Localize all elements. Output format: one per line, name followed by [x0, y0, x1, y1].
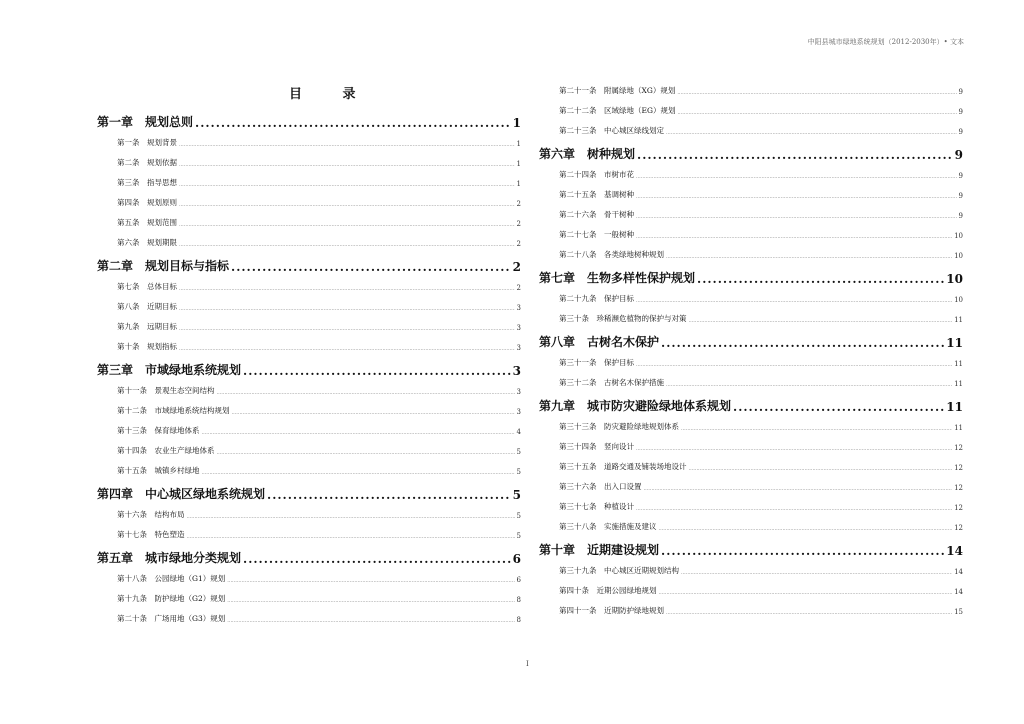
toc-page-number: 9 [958, 128, 963, 136]
toc-entry-label: 第八章 古树名木保护 [539, 335, 660, 349]
toc-article-entry[interactable] [97, 276, 521, 296]
toc-article-entry[interactable] [97, 296, 521, 316]
toc-leader-dots [227, 618, 514, 624]
toc-article-entry[interactable] [539, 476, 963, 496]
toc-article-entry[interactable] [539, 224, 963, 244]
toc-chapter-entry[interactable] [539, 140, 963, 164]
toc-page-number: 10 [946, 272, 963, 286]
toc-leader-dots [267, 488, 511, 502]
toc-leader-dots [666, 382, 952, 388]
toc-article-entry[interactable] [97, 460, 521, 480]
toc-page-number: 11 [954, 424, 963, 432]
toc-entry-label: 第十四条 农业生产绿地体系 [117, 446, 215, 455]
toc-entry-label: 第三十三条 防灾避险绿地规划体系 [559, 422, 679, 431]
toc-chapter-entry[interactable] [539, 264, 963, 288]
toc-entry-label: 第三十条 珍稀濒危植物的保护与对策 [559, 314, 687, 323]
toc-article-entry[interactable] [539, 288, 963, 308]
toc-leader-dots [227, 578, 514, 584]
toc-article-entry[interactable] [539, 436, 963, 456]
toc-page-number: 12 [954, 524, 963, 532]
toc-article-entry[interactable] [97, 380, 521, 400]
toc-leader-dots [217, 390, 515, 396]
toc-leader-dots [179, 242, 515, 248]
toc-article-entry[interactable] [97, 336, 521, 356]
toc-leader-dots [636, 194, 957, 200]
toc-page-number: 11 [954, 360, 963, 368]
toc-entry-label: 第二章 规划目标与指标 [97, 259, 230, 273]
toc-leader-dots [636, 234, 952, 240]
toc-page-number: 3 [516, 324, 521, 332]
toc-article-entry[interactable] [539, 120, 963, 140]
toc-page-number: 5 [512, 488, 521, 502]
toc-leader-dots [681, 426, 952, 432]
toc-leader-dots [232, 410, 515, 416]
toc-page-number: 3 [512, 364, 521, 378]
toc-entry-label: 第八条 近期目标 [117, 302, 177, 311]
toc-right-column [539, 80, 963, 620]
toc-leader-dots [227, 598, 514, 604]
toc-entry-label: 第四章 中心城区绿地系统规划 [97, 487, 266, 501]
toc-leader-dots [195, 116, 511, 130]
toc-article-entry[interactable] [97, 504, 521, 524]
toc-page-number: 2 [516, 284, 521, 292]
toc-entry-label: 第十章 近期建设规划 [539, 543, 660, 557]
toc-leader-dots [644, 486, 953, 492]
toc-leader-dots [659, 526, 953, 532]
toc-leader-dots [243, 364, 511, 378]
toc-leader-dots [187, 534, 515, 540]
toc-leader-dots [661, 544, 944, 558]
toc-page-number: 3 [516, 344, 521, 352]
running-header: 中阳县城市绿地系统规划（2012-2030年）• 文本 [807, 38, 964, 46]
toc-leader-dots [179, 142, 515, 148]
toc-page-number: 9 [958, 88, 963, 96]
toc-page-number: 5 [516, 532, 521, 540]
toc-entry-label: 第三章 市域绿地系统规划 [97, 363, 242, 377]
toc-article-entry[interactable] [539, 352, 963, 372]
toc-page-number: 9 [954, 148, 963, 162]
toc-leader-dots [681, 570, 952, 576]
toc-page-number: 11 [954, 380, 963, 388]
toc-page-number: 14 [954, 568, 963, 576]
toc-page-number: 11 [954, 316, 963, 324]
toc-article-entry[interactable] [97, 420, 521, 440]
toc-title: 目 录 [289, 87, 374, 102]
toc-entry-label: 第三十二条 古树名木保护措施 [559, 378, 664, 387]
toc-page-number: 3 [516, 388, 521, 396]
toc-leader-dots [179, 326, 515, 332]
toc-leader-dots [677, 110, 956, 116]
toc-entry-label: 第三十一条 保护目标 [559, 358, 634, 367]
toc-chapter-entry[interactable] [97, 252, 521, 276]
toc-article-entry[interactable] [539, 308, 963, 328]
toc-article-entry[interactable] [97, 192, 521, 212]
toc-article-entry[interactable] [97, 212, 521, 232]
toc-entry-label: 第三条 指导思想 [117, 178, 177, 187]
toc-page-number: 6 [512, 552, 521, 566]
toc-article-entry[interactable] [97, 152, 521, 172]
toc-page-number: 1 [516, 180, 521, 188]
toc-chapter-entry[interactable] [97, 356, 521, 380]
toc-page-number: 12 [954, 484, 963, 492]
toc-entry-label: 第二十六条 骨干树种 [559, 210, 634, 219]
toc-entry-label: 第十九条 防护绿地（G2）规划 [117, 594, 226, 603]
toc-article-entry[interactable] [97, 608, 521, 628]
toc-entry-label: 第九条 远期目标 [117, 322, 177, 331]
toc-entry-label: 第二十九条 保护目标 [559, 294, 634, 303]
toc-entry-label: 第十六条 结构布局 [117, 510, 185, 519]
toc-entry-label: 第十五条 城镇乡村绿地 [117, 466, 200, 475]
toc-page-number: 2 [516, 240, 521, 248]
toc-page-number: 15 [954, 608, 963, 616]
toc-page-number: 9 [958, 108, 963, 116]
toc-page-number: 10 [954, 252, 963, 260]
toc-page-number: 10 [954, 232, 963, 240]
toc-chapter-entry[interactable] [539, 536, 963, 560]
toc-page-number: 1 [516, 160, 521, 168]
toc-leader-dots [666, 610, 952, 616]
toc-page-number: 14 [946, 544, 963, 558]
toc-entry-label: 第十条 规划指标 [117, 342, 177, 351]
toc-article-entry[interactable] [97, 172, 521, 192]
toc-entry-label: 第四十一条 近期防护绿地规划 [559, 606, 664, 615]
toc-article-entry[interactable] [539, 164, 963, 184]
toc-article-entry[interactable] [97, 524, 521, 544]
toc-article-entry[interactable] [539, 496, 963, 516]
toc-entry-label: 第二十三条 中心城区绿线划定 [559, 126, 664, 135]
toc-article-entry[interactable] [539, 100, 963, 120]
toc-leader-dots [661, 336, 944, 350]
toc-entry-label: 第三十七条 种植设计 [559, 502, 634, 511]
toc-article-entry[interactable] [539, 580, 963, 600]
toc-entry-label: 第二十二条 区域绿地（EG）规划 [559, 106, 676, 115]
toc-page-number: 6 [516, 576, 521, 584]
toc-entry-label: 第三十九条 中心城区近期规划结构 [559, 566, 679, 575]
toc-page-number: 8 [516, 616, 521, 624]
toc-page-number: 5 [516, 512, 521, 520]
toc-entry-label: 第二十七条 一般树种 [559, 230, 634, 239]
toc-entry-label: 第五条 规划范围 [117, 218, 177, 227]
toc-leader-dots [179, 222, 515, 228]
toc-entry-label: 第十八条 公园绿地（G1）规划 [117, 574, 226, 583]
toc-article-entry[interactable] [97, 232, 521, 252]
toc-page-number: 10 [954, 296, 963, 304]
toc-leader-dots [697, 272, 944, 286]
toc-leader-dots [636, 506, 952, 512]
toc-leader-dots [636, 362, 952, 368]
toc-page-number: 1 [516, 140, 521, 148]
toc-article-entry[interactable] [539, 372, 963, 392]
toc-leader-dots [202, 430, 515, 436]
toc-entry-label: 第二十条 广场用地（G3）规划 [117, 614, 226, 623]
toc-entry-label: 第十七条 特色塑造 [117, 530, 185, 539]
toc-entry-label: 第六章 树种规划 [539, 147, 636, 161]
toc-entry-label: 第九章 城市防灾避险绿地体系规划 [539, 399, 732, 413]
toc-entry-label: 第二十四条 市树市花 [559, 170, 634, 179]
toc-left-column [97, 108, 521, 628]
toc-entry-label: 第十二条 市域绿地系统结构规划 [117, 406, 230, 415]
toc-entry-label: 第十一条 景观生态空间结构 [117, 386, 215, 395]
toc-page-number: 3 [516, 304, 521, 312]
toc-page-number: 5 [516, 448, 521, 456]
toc-leader-dots [637, 148, 953, 162]
toc-page-number: 8 [516, 596, 521, 604]
toc-article-entry[interactable] [539, 416, 963, 436]
toc-leader-dots [179, 286, 515, 292]
toc-page-number: 3 [516, 408, 521, 416]
toc-leader-dots [666, 130, 957, 136]
toc-chapter-entry[interactable] [97, 480, 521, 504]
toc-chapter-entry[interactable] [539, 392, 963, 416]
toc-entry-label: 第五章 城市绿地分类规划 [97, 551, 242, 565]
toc-leader-dots [179, 162, 515, 168]
toc-article-entry[interactable] [97, 440, 521, 460]
toc-entry-label: 第二十八条 各类绿地树种规划 [559, 250, 664, 259]
toc-page-number: 12 [954, 504, 963, 512]
toc-entry-label: 第一章 规划总则 [97, 115, 194, 129]
toc-article-entry[interactable] [539, 244, 963, 264]
toc-entry-label: 第三十五条 道路交通及铺装场地设计 [559, 462, 687, 471]
toc-article-entry[interactable] [539, 560, 963, 580]
toc-entry-label: 第三十四条 竖向设计 [559, 442, 634, 451]
toc-article-entry[interactable] [97, 568, 521, 588]
page-number: I [526, 660, 529, 668]
toc-leader-dots [243, 552, 511, 566]
toc-page-number: 5 [516, 468, 521, 476]
toc-page-number: 2 [516, 200, 521, 208]
toc-article-entry[interactable] [539, 204, 963, 224]
toc-leader-dots [636, 298, 952, 304]
toc-article-entry[interactable] [539, 80, 963, 100]
toc-entry-label: 第三十六条 出入口设置 [559, 482, 642, 491]
toc-chapter-entry[interactable] [539, 328, 963, 352]
toc-entry-label: 第七条 总体目标 [117, 282, 177, 291]
toc-entry-label: 第一条 规划背景 [117, 138, 177, 147]
toc-leader-dots [636, 446, 952, 452]
toc-leader-dots [217, 450, 515, 456]
toc-leader-dots [677, 90, 956, 96]
toc-page-number: 9 [958, 192, 963, 200]
toc-article-entry[interactable] [97, 316, 521, 336]
toc-page-number: 4 [516, 428, 521, 436]
toc-entry-label: 第三十八条 实施措施及建议 [559, 522, 657, 531]
toc-entry-label: 第四十条 近期公园绿地规划 [559, 586, 657, 595]
toc-page-number: 2 [516, 220, 521, 228]
toc-chapter-entry[interactable] [97, 108, 521, 132]
toc-leader-dots [636, 174, 957, 180]
toc-article-entry[interactable] [539, 184, 963, 204]
toc-leader-dots [636, 214, 957, 220]
toc-leader-dots [733, 400, 944, 414]
toc-entry-label: 第二十一条 附属绿地（XG）规划 [559, 86, 676, 95]
toc-page-number: 11 [946, 336, 963, 350]
toc-leader-dots [187, 514, 515, 520]
toc-leader-dots [179, 202, 515, 208]
toc-entry-label: 第十三条 保育绿地体系 [117, 426, 200, 435]
toc-leader-dots [659, 590, 953, 596]
toc-entry-label: 第四条 规划原则 [117, 198, 177, 207]
toc-chapter-entry[interactable] [97, 544, 521, 568]
toc-leader-dots [231, 260, 511, 274]
toc-page-number: 14 [954, 588, 963, 596]
toc-page-number: 9 [958, 212, 963, 220]
toc-leader-dots [179, 182, 515, 188]
toc-page-number: 12 [954, 464, 963, 472]
toc-entry-label: 第七章 生物多样性保护规划 [539, 271, 696, 285]
toc-page-number: 12 [954, 444, 963, 452]
toc-leader-dots [666, 254, 952, 260]
toc-entry-label: 第二条 规划依据 [117, 158, 177, 167]
toc-article-entry[interactable] [539, 516, 963, 536]
toc-article-entry[interactable] [97, 588, 521, 608]
toc-leader-dots [689, 318, 953, 324]
toc-article-entry[interactable] [539, 456, 963, 476]
toc-page-number: 11 [946, 400, 963, 414]
toc-article-entry[interactable] [97, 132, 521, 152]
toc-leader-dots [689, 466, 953, 472]
toc-page-number: 9 [958, 172, 963, 180]
toc-article-entry[interactable] [539, 600, 963, 620]
toc-leader-dots [179, 346, 515, 352]
toc-leader-dots [202, 470, 515, 476]
toc-entry-label: 第六条 规划期限 [117, 238, 177, 247]
toc-leader-dots [179, 306, 515, 312]
toc-entry-label: 第二十五条 基调树种 [559, 190, 634, 199]
toc-page-number: 1 [512, 116, 521, 130]
toc-page-number: 2 [512, 260, 521, 274]
toc-article-entry[interactable] [97, 400, 521, 420]
